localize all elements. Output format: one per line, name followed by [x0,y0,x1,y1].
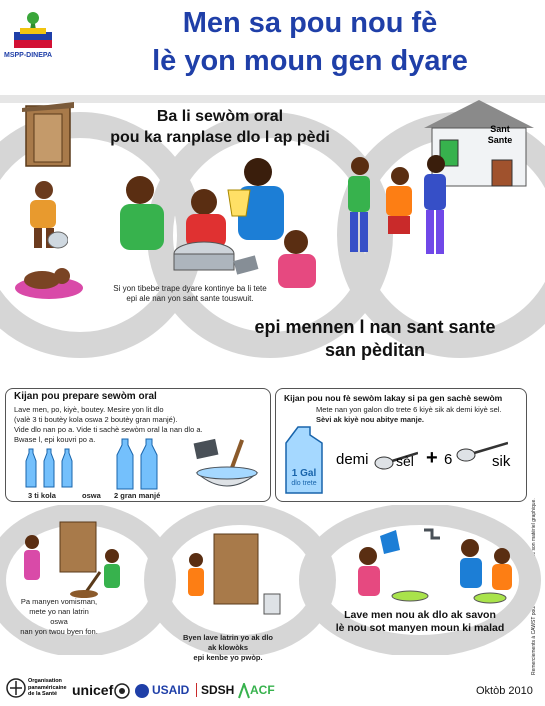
salt-label: sèl [396,453,414,469]
bottom-caption-2-line-1: Byen lave latrin yo ak dlo [182,633,274,642]
title-line-1: Men sa pou nou fè [182,7,438,39]
ors-recipe-line-4: Bwase l, epi kouvri po a. [14,435,96,444]
homemade-ors-line-2: Sèvi ak kiyè nou abitye manje. [316,415,424,424]
haiti-coat-of-arms-logo [12,10,54,50]
plus-sign: + [426,447,438,469]
bottom-caption-2 [168,633,288,663]
bowl-and-sachet-illustration [191,437,261,502]
homemade-ors-box [275,388,527,502]
page-title [100,4,520,80]
acf-mark-icon [238,683,250,704]
handwashing-illustration [340,526,530,611]
bottom-caption-1 [4,597,114,637]
six-label: 6 [444,451,453,468]
bottom-caption-1-line-4: nan yon twou byen fon. [20,627,98,636]
health-center-sign [480,124,520,146]
clinic-headline-line-2: san pèditan [324,340,426,360]
sign-line-2: Sante [487,135,513,145]
jug-label [285,469,323,489]
paho-label-line-1: Organisation [28,678,62,684]
baby-caption [95,284,285,304]
clinic-headline [205,316,545,362]
sign-line-1: Sant [490,124,510,134]
top-headline [90,106,350,148]
title-line-2: lè yon moun gen dyare [152,45,468,77]
paho-label-line-2: panaméricaine [28,684,67,691]
sugar-label: sik [492,453,511,470]
unicef-logo: unicef [72,682,114,698]
people-carrying-patient-illustration [340,150,460,275]
bottom-caption-2-line-3: epi kenbe yo pwòp. [193,653,263,662]
jug-label-line-1: 1 Gal [291,468,317,479]
ors-recipe-line-1: Lave men, po, kiyè, boutey. Mesire yon lit dlo [14,405,164,414]
bottom-caption-1-line-2: mete yo nan latrin [29,607,89,616]
homemade-ors-title: Kijan pou nou fè sewòm lakay si pa gen sachè sewòm [284,393,503,403]
demi-label: demi [336,451,369,468]
bottom-caption-3-line-1: Lave men nou ak dlo ak savon [344,609,496,621]
baby-caption-line-1: Si yon tibebe trape dyare kontinye ba li tete [113,284,267,293]
person-burying-vomit-illustration [20,518,140,603]
publication-date: Oktòb 2010 [476,685,533,697]
usaid-logo: USAID [152,683,190,697]
bottom-caption-1-line-1: Pa manyen vomisman, [20,597,98,606]
homemade-ors-line-1: Mete nan yon galon dlo trete 6 kiyè sik ak demi kiyè sel. [316,405,502,414]
acf-logo: ACF [250,683,275,697]
or-label: oswa [82,491,101,500]
logo-caption: MSPP-DINEPA [4,52,53,59]
bottom-caption-1-line-3: oswa [50,617,68,626]
small-bottles-illustration [22,447,76,494]
credit-note: Remerciements à CAWST pour la mise à disposition de son matériel graphique. [531,498,537,675]
baby-on-pillow-illustration [14,262,84,305]
unicef-emblem-icon [114,683,130,704]
sick-child-illustration [16,178,68,261]
bottom-caption-3-line-2: lè nou sot manyen moun ki malad [335,622,505,634]
ors-recipe-line-2: (valè 3 ti boutèy kola oswa 2 boutèy gran manjé). [14,415,178,424]
paho-logo [6,678,26,703]
bottom-caption-3 [320,609,520,635]
top-headline-line-1: Ba li sewòm oral [156,108,284,125]
top-headline-line-2: pou ka ranplase dlo l ap pèdi [110,129,330,146]
jug-label-line-2: dlo trete [291,480,317,487]
large-bottles-label: 2 gran manjé [114,491,161,500]
paho-label-line-3: de la Santé [28,691,58,697]
ors-recipe-title: Kijan pou prepare sewòm oral [14,391,157,402]
usaid-seal-icon [134,683,150,704]
ors-recipe-line-3: Vide dlo nan po a. Vide ti sachè sewòm oral la nan dlo a. [14,425,203,434]
bottom-caption-2-line-2: ak klowòks [207,643,249,652]
sdsh-logo: SDSH [196,683,234,697]
latrine-illustration [22,100,74,175]
paho-label [28,678,67,698]
small-bottles-label: 3 ti kola [28,491,56,500]
clinic-headline-line-1: epi mennen l nan sant sante [254,317,496,337]
person-cleaning-latrine-illustration [180,530,290,625]
ors-recipe-box [5,388,271,502]
baby-caption-line-2: epi ale nan yon sant sante touswuit. [126,294,254,303]
family-preparing-ors-illustration [100,150,330,305]
large-bottles-illustration [114,437,162,496]
